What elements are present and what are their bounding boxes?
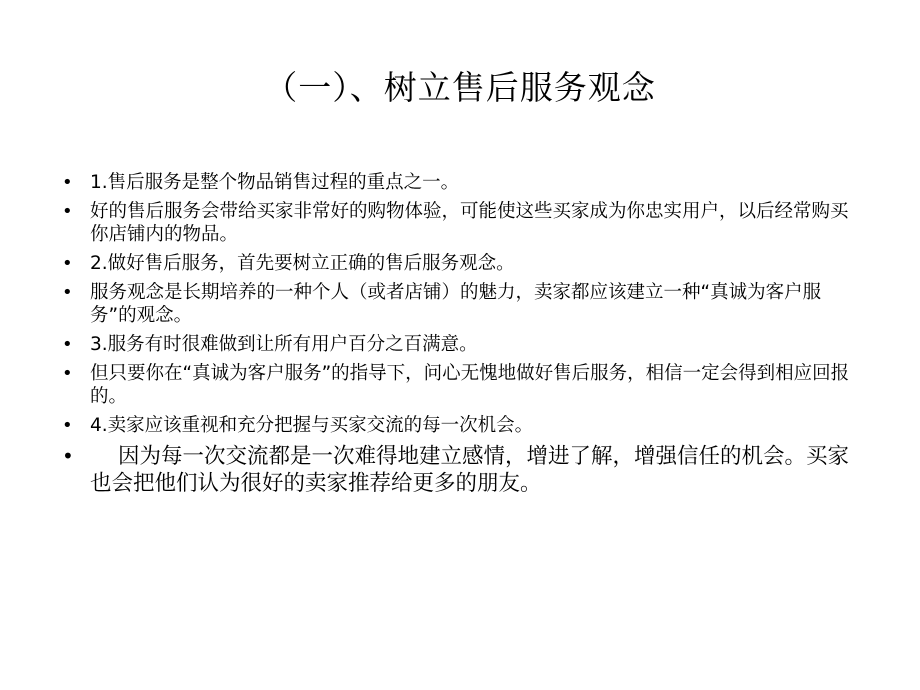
bullet-item xyxy=(62,414,862,437)
bullet-item xyxy=(62,443,862,497)
bullet-text: 服务观念是长期培养的一种个人（或者店铺）的魅力，卖家都应该建立一种“真诚为客户服务”的观念。 xyxy=(90,282,822,326)
bullet-dot-icon: • xyxy=(62,253,73,274)
bullet-item xyxy=(62,362,862,408)
bullet-dot-icon: • xyxy=(62,334,73,355)
bullet-dot-icon: • xyxy=(62,201,73,222)
bullet-item xyxy=(62,281,862,327)
bullet-text: 2.做好售后服务，首先要树立正确的售后服务观念。 xyxy=(90,253,515,274)
bullet-item xyxy=(62,171,862,194)
bullet-dot-icon: • xyxy=(62,282,73,303)
slide-title: （一）、树立售后服务观念 xyxy=(264,68,656,107)
bullet-dot-icon: • xyxy=(62,415,73,436)
bullet-text: 好的售后服务会带给买家非常好的购物体验，可能使这些买家成为你忠实用户，以后经常购买你店铺内的物品。 xyxy=(90,201,849,245)
bullet-item xyxy=(62,333,862,356)
bullet-text: 4.卖家应该重视和充分把握与买家交流的每一次机会。 xyxy=(90,415,534,436)
bullet-dot-icon: • xyxy=(62,444,74,468)
bullet-dot-icon: • xyxy=(62,172,73,193)
bullet-item xyxy=(62,200,862,246)
bullet-text: 3.服务有时很难做到让所有用户百分之百满意。 xyxy=(90,334,478,355)
bullet-text: 但只要你在“真诚为客户服务”的指导下，问心无愧地做好售后服务，相信一定会得到相应回报的。 xyxy=(90,363,850,407)
bullet-text: 1.售后服务是整个物品销售过程的重点之一。 xyxy=(90,172,460,193)
bullet-list xyxy=(62,171,862,503)
bullet-dot-icon: • xyxy=(62,363,73,384)
bullet-item xyxy=(62,252,862,275)
bullet-text: 因为每一次交流都是一次难得地建立感情，增进了解，增强信任的机会。买家也会把他们认为很好的卖家推荐给更多的朋友。 xyxy=(90,444,850,496)
